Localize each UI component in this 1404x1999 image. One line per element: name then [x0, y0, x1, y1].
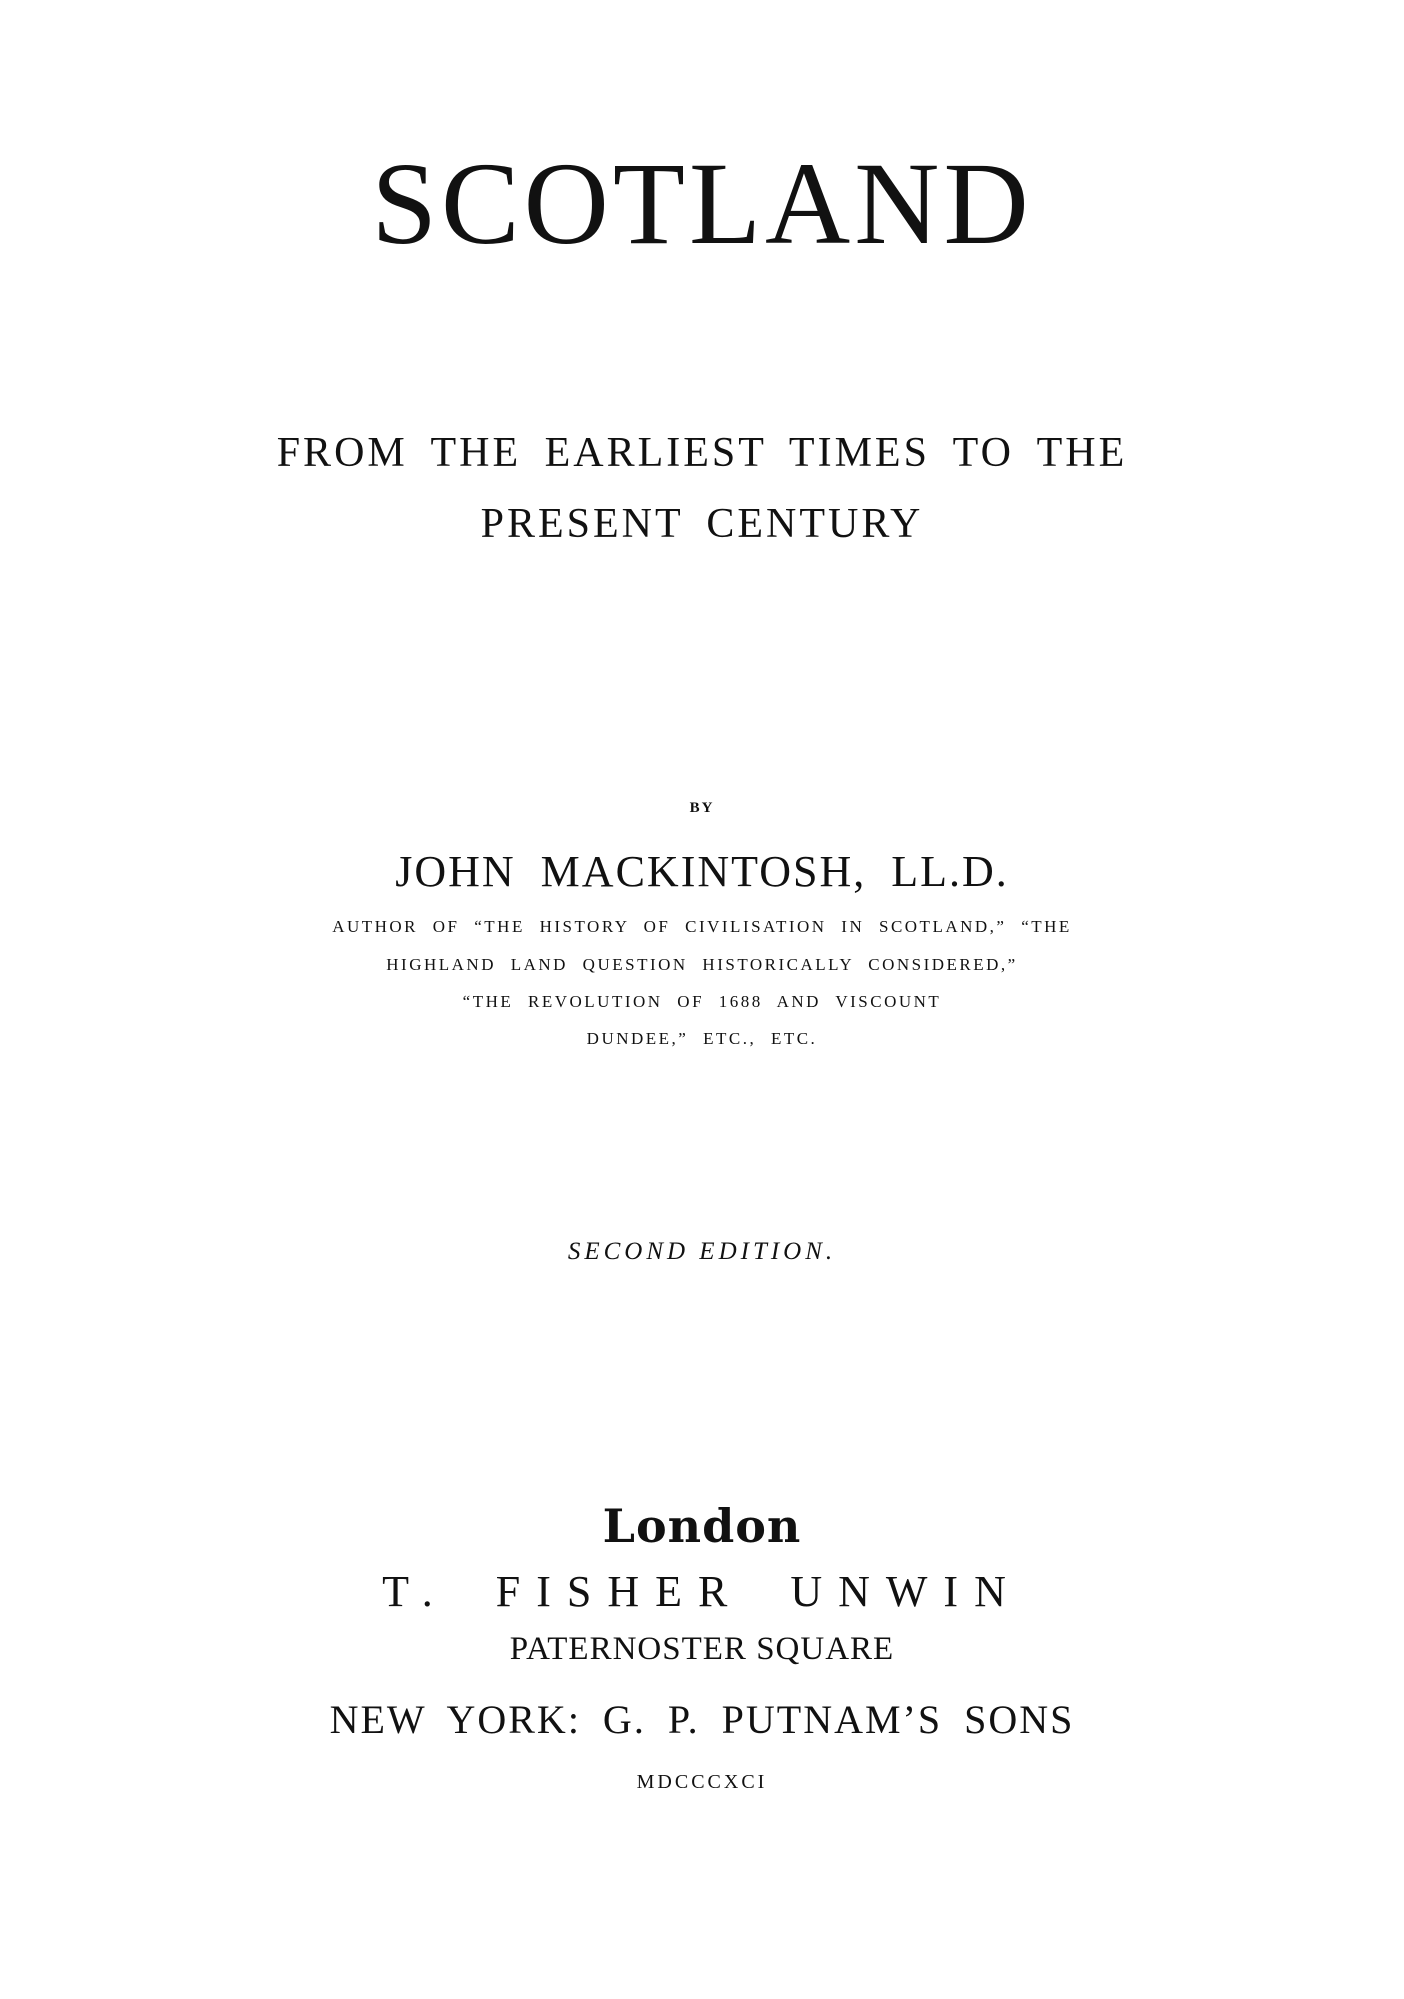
- imprint-year: MDCCCXCI: [636, 1771, 768, 1793]
- imprint-address: PATERNOSTER SQUARE: [509, 1631, 895, 1667]
- book-title: SCOTLAND: [371, 138, 1033, 269]
- by-label: BY: [689, 800, 715, 816]
- imprint-place: London: [602, 1499, 802, 1553]
- imprint-copublisher: NEW YORK: G. P. PUTNAM’S SONS: [329, 1697, 1075, 1742]
- author-name: JOHN MACKINTOSH, LL.D.: [395, 847, 1009, 896]
- author-credits-line-4: DUNDEE,” ETC., ETC.: [586, 1029, 818, 1048]
- edition-label: SECOND EDITION.: [567, 1238, 837, 1265]
- imprint-publisher: T. FISHER UNWIN: [382, 1567, 1022, 1616]
- subtitle-line-2: PRESENT CENTURY: [480, 501, 924, 547]
- author-credits-line-1: AUTHOR OF “THE HISTORY OF CIVILISATION IN SCOTLAND,” “THE: [332, 917, 1072, 936]
- subtitle-line-1: FROM THE EARLIEST TIMES TO THE: [276, 430, 1128, 476]
- author-credits-line-2: HIGHLAND LAND QUESTION HISTORICALLY CONSIDERED,”: [386, 955, 1018, 974]
- author-credits-line-3: “THE REVOLUTION OF 1688 AND VISCOUNT: [462, 992, 942, 1011]
